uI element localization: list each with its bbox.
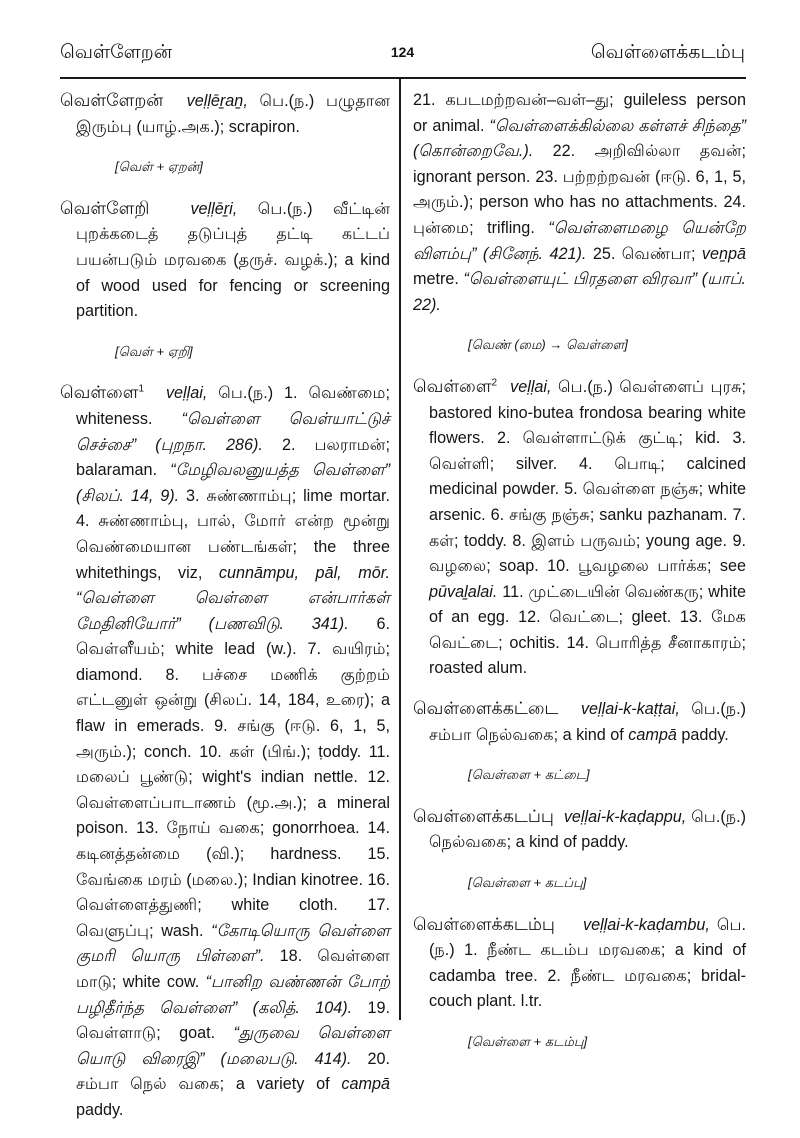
transliteration: pūvaḻalai. [429, 582, 498, 601]
definition: 20. சம்பா நெல் வகை; a variety of [76, 1049, 390, 1094]
homonym-number: 1 [138, 383, 145, 395]
etymology: [வெள்ளை + கட்டை] [468, 767, 590, 783]
transliteration: veḷḷai, [165, 384, 208, 403]
definition: 22. அறிவில்லா தவன்; ignorant person. 23. பற்றற்றவன் (ஈடு. 6, 1, 5, அரும்.); person who has no attachments. 24. புன்மை; trifling. [413, 142, 746, 237]
headword: வெள்ளை [60, 382, 139, 403]
headword: வெள்ளை [413, 375, 492, 396]
definition: பெ.(ந.) பழுதான இரும்பு (யாழ்.அக.); scrapiron. [76, 92, 391, 136]
dictionary-entry [413, 912, 746, 1015]
definition: 2. பலராமன்; balaraman. [76, 435, 390, 480]
etymology: [வெள்ளை + கடம்பு] [468, 1034, 588, 1049]
definition: 18. வெள்ளை மாடு; white cow. [76, 947, 390, 991]
definition: பெ.(ந.) வீட்டின் புறக்கடைத் தடுப்புத் தட்டி கட்டப் பயன்படும் மரவகை (தருச். வழக்.); a kind of wood used for fencing or screening partition. [76, 199, 391, 321]
right-guide-word: வெள்ளைக்கடம்பு [590, 42, 745, 63]
left-column [60, 88, 390, 1138]
definition: பெ.(ந.) வெள்ளைப் புரசு; bastored kino-butea frondosa bearing white flowers. 2. வெள்ளாட்டுக் குட்டி; kid. 3. வெள்ளி; silver. 4. பொடி; calcined medicinal powder. 5. வெள்ளை நஞ்சு; white arsenic. 6. சங்கு நஞ்சு; sanku pazhanam. 7. கள்; toddy. 8. இளம் பருவம்; young age. 9. வழலை; soap. 10. பூவழலை பார்க்க; see [429, 377, 747, 576]
definition: metre. [413, 270, 464, 289]
dictionary-entry [60, 380, 390, 1123]
quotation: “வெள்ளைக்கில்லை கள்ளச் சிந்தை” (கொன்றைவே.). [413, 116, 746, 161]
transliteration: veḷḷēṟi, [190, 199, 238, 218]
quotation: “மேழிவலனுயத்த வெள்ளை” (சிலப். 14, 9). [76, 461, 391, 505]
column-divider [399, 78, 401, 1020]
headword: வெள்ளேறன் [60, 90, 164, 110]
quotation: “வெள்ளை வெள்ளை என்பார்கள் மேதினியோர்” (பணவிடு. 341). [76, 589, 390, 633]
etymology: [வெள்ளை + கடப்பு] [468, 875, 587, 891]
definition: பெ.(ந.) நெல்வகை; a kind of paddy. [429, 807, 746, 852]
quotation: “வெள்ளை வெள்யாட்டுச் செச்சை” (புறநா. 286). [76, 409, 391, 454]
transliteration: cunnāmpu, pāl, mōr. [218, 563, 390, 582]
transliteration: veḷḷai-k-kaṭṭai, [580, 700, 680, 719]
transliteration: veḷḷai-k-kaḍambu, [582, 915, 710, 934]
header-rule [60, 77, 746, 79]
definition: 19. வெள்ளாடு; goat. [76, 998, 390, 1043]
quotation: “கோடியொரு வெள்ளை குமரி யொரு பிள்ளை”. [76, 921, 390, 966]
definition: 21. கபடமற்றவன்–வள்–து; guileless person or animal. [413, 91, 746, 135]
quotation: “பானிற வண்ணன் போற் பழிதீர்ந்த வெள்ளை” (கலித். 104). [76, 973, 390, 1017]
etymology: [வெள் + ஏறன்] [115, 159, 203, 175]
transliteration: veḷḷēṟaṉ, [186, 92, 248, 110]
definition: 25. வெண்பா; [586, 244, 702, 263]
definition: 11. முட்டையின் வெண்கரு; white of an egg. 12. வெட்டை; gleet. 13. மேக வெட்டை; ochitis. 14. பொரித்த சீனாகாரம்; roasted alum. [429, 582, 746, 678]
right-column [413, 88, 746, 1071]
dictionary-entry [413, 374, 746, 682]
homonym-number: 2 [491, 377, 498, 389]
headword: வெள்ளைக்கட்டை [413, 698, 559, 719]
transliteration: campā [628, 725, 677, 744]
transliteration: veṉpā [701, 244, 746, 263]
dictionary-entry [60, 88, 390, 140]
definition: பெ.(ந.) 1. வெண்மை; whiteness. [76, 384, 390, 428]
quotation: “வெள்ளைமழை யென்றே விளம்பு” (சினேந். 421). [413, 218, 746, 263]
definition: பெ.(ந.) 1. நீண்ட கடம்ப மரவகை; a kind of cadamba tree. 2. நீண்ட மரவகை; bridal-couch plant. l.tr. [429, 915, 746, 1011]
etymology: [வெண் (மை) → வெள்ளை] [468, 337, 628, 353]
definition: paddy. [676, 725, 729, 744]
definition: paddy. [76, 1100, 124, 1119]
definition: பெ.(ந.) சம்பா நெல்வகை; a kind of [429, 700, 747, 744]
definition: 3. சுண்ணாம்பு; lime mortar. 4. சுண்ணாம்பு, பால், மோர் என்ற மூன்று வெண்மையான பண்டங்கள்; the three whitethings, viz, [76, 486, 391, 582]
dictionary-entry [413, 804, 746, 856]
transliteration: veḷḷai, [510, 377, 552, 396]
quotation: “வெள்ளையுட் பிரதளை விரவா” (யாப். 22). [413, 270, 746, 314]
transliteration: campā [341, 1075, 390, 1094]
headword: வெள்ளைக்கடம்பு [413, 913, 555, 934]
running-header [60, 38, 745, 78]
dictionary-entry [413, 696, 746, 748]
quotation: “துருவை வெள்ளை யொடு விரைஇ” (மலைபடு. 414). [76, 1024, 390, 1068]
headword: வெள்ளேறி [60, 197, 150, 218]
page-number: 124 [390, 44, 415, 60]
definition: 6. வெள்ளீயம்; white lead (w.). 7. வயிரம்; diamond. 8. பச்சை மணிக் குற்றம் எட்டனுள் ஒன்று (சிலப். 14, 184, உரை); a flaw in emerads. 9. சங்கு (ஈடு. 6, 1, 5, அரும்.); conch. 10. கள் (பிங்.); ṭoddy. 11. மலைப் பூண்டு; wight's indian nettle. 12. வெள்ளைப்பாடாணம் (மூ.அ.); a mineral poison. 13. நோய் வகை; gonorrhoea. 14. கடினத்தன்மை (வி.); hardness. 15. வேங்கை மரம் (மலை.); Indian kinotree. 16. வெள்ளைத்துணி; white cloth. 17. வெளுப்பு; wash. [76, 614, 390, 940]
transliteration: veḷḷai-k-kaḍappu, [563, 807, 687, 826]
left-guide-word: வெள்ளேறன் [60, 42, 173, 63]
dictionary-entry [60, 196, 390, 325]
entry-continuation [413, 88, 746, 318]
etymology: [வெள் + ஏறி] [115, 343, 193, 359]
headword: வெள்ளைக்கடப்பு [413, 805, 554, 826]
